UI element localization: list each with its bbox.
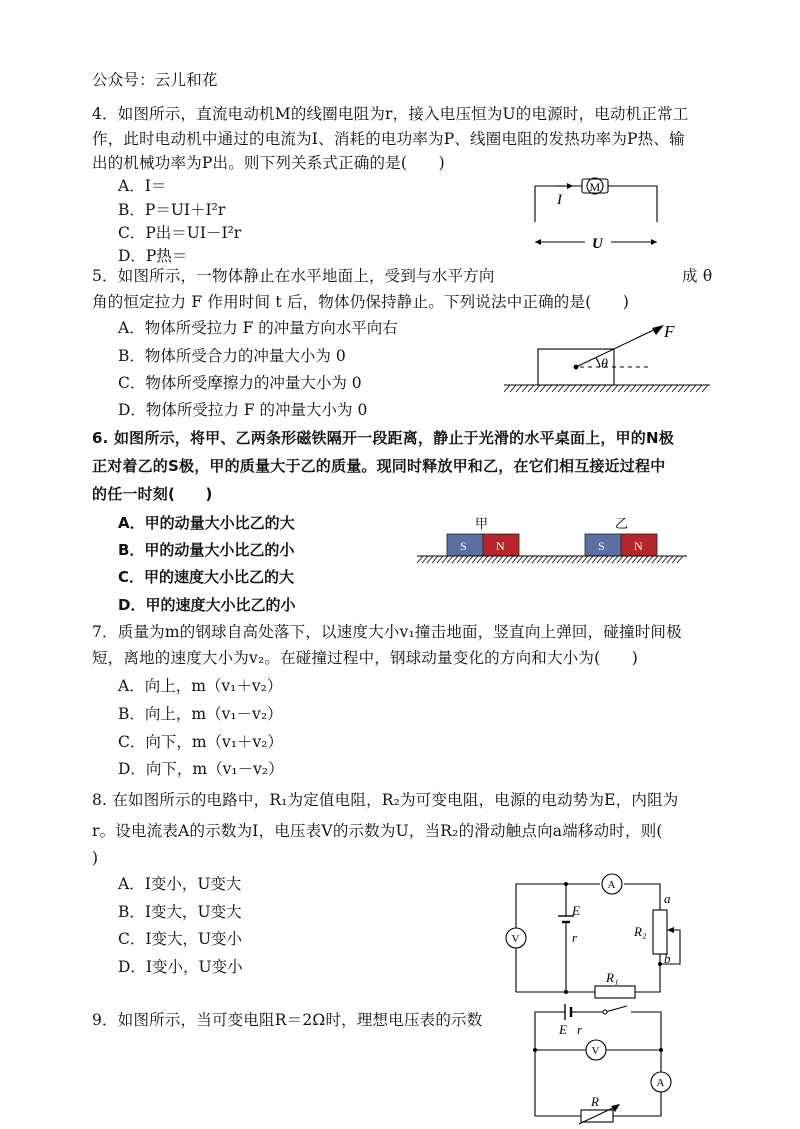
q5-angle-label: θ: [601, 357, 608, 372]
magnet-b: [585, 534, 657, 556]
hatch-mark: [477, 556, 483, 563]
hatch-mark: [652, 556, 658, 563]
hatch-mark: [667, 556, 673, 563]
q8-end-b-label: b: [664, 951, 671, 966]
q8-ammeter-label: A: [607, 879, 616, 891]
hatch-mark: [510, 385, 516, 392]
hatch-mark: [437, 556, 443, 563]
hatch-mark: [588, 385, 594, 392]
q6-line3: 的任一时刻( ): [92, 485, 213, 503]
hatch-mark: [577, 556, 583, 563]
q4-option-b[interactable]: B．P＝UI＋I²r: [118, 201, 226, 219]
hatch-mark: [672, 385, 678, 392]
hatch-mark: [657, 556, 663, 563]
hatch-mark: [666, 385, 672, 392]
q8-end-a-label: a: [664, 891, 671, 906]
hatch-mark: [504, 385, 510, 392]
hatch-mark: [527, 556, 533, 563]
hatch-mark: [532, 556, 538, 563]
q6-option-d[interactable]: D．甲的速度大小比乙的小: [118, 596, 296, 614]
q8-voltmeter-label: V: [511, 933, 520, 945]
q9-ammeter-label: A: [656, 1077, 665, 1089]
q4-circuit-wire-right: [608, 186, 657, 222]
q8-option-d[interactable]: D．I变小，U变小: [118, 958, 243, 976]
q5-line2: 角的恒定拉力 F 作用时间 t 后，物体仍保持静止。下列说法中正确的是( ): [92, 293, 630, 311]
hatch-mark: [427, 556, 433, 563]
hatch-mark: [528, 385, 534, 392]
hatch-mark: [606, 385, 612, 392]
q8-line2: r。设电流表A的示数为I，电压表V的示数为U，当R₂的滑动触点向a端移动时，则(: [92, 822, 663, 840]
hatch-mark: [632, 556, 638, 563]
q8-emf-label: E: [572, 903, 580, 918]
q4-voltage-arrow-right: [651, 239, 657, 245]
q9-resistor-label: R: [591, 1094, 599, 1109]
q8-option-a[interactable]: A．I变小，U变大: [118, 875, 242, 893]
hatch-mark: [630, 385, 636, 392]
q8-wire-outer: [516, 884, 600, 928]
q4-line3: 出的机械功率为P出。则下列关系式正确的是( ): [92, 154, 445, 172]
hatch-mark: [678, 385, 684, 392]
hatch-mark: [442, 556, 448, 563]
hatch-mark: [552, 385, 558, 392]
q4-line1: 4．如图所示，直流电动机M的线圈电阻为r，接入电压恒为U的电源时，电动机正常工: [92, 105, 689, 123]
q6-option-c[interactable]: C．甲的速度大小比乙的大: [118, 568, 295, 586]
hatch-mark: [482, 556, 488, 563]
hatch-mark: [547, 556, 553, 563]
q8-option-c[interactable]: C．I变大，U变小: [118, 930, 243, 948]
q6-magnets-figure: [415, 512, 690, 574]
q5-angle-arc: [596, 358, 600, 367]
hatch-mark: [542, 556, 548, 563]
hatch-mark: [660, 385, 666, 392]
hatch-mark: [637, 556, 643, 563]
hatch-mark: [592, 556, 598, 563]
hatch-mark: [564, 385, 570, 392]
q4-option-d[interactable]: D．P热＝: [118, 247, 188, 265]
q7-option-d[interactable]: D．向下，m（v₁－v₂）: [118, 760, 284, 778]
hatch-mark: [562, 556, 568, 563]
hatch-mark: [497, 556, 503, 563]
hatch-mark: [447, 556, 453, 563]
hatch-mark: [576, 385, 582, 392]
hatch-mark: [654, 385, 660, 392]
q5-line1-left: 5．如图所示，一物体静止在水平地面上，受到与水平方向: [92, 267, 495, 285]
hatch-mark: [642, 385, 648, 392]
q8-r1-label: R₁: [606, 970, 619, 985]
q8-internal-label: r: [572, 930, 578, 945]
hatch-mark: [422, 556, 428, 563]
hatch-mark: [672, 556, 678, 563]
q8-circuit-figure: [500, 870, 690, 1000]
hatch-mark: [612, 556, 618, 563]
q9-voltmeter-label: V: [591, 1045, 600, 1057]
q8-resistor-r2: [653, 910, 667, 954]
q6-option-b[interactable]: B．甲的动量大小比乙的小: [118, 541, 295, 559]
q8-r2-label: R₂: [634, 924, 647, 939]
q7-line2: 短，离地的速度大小为v₂。在碰撞过程中，钢球动量变化的方向和大小为( ): [92, 649, 638, 667]
hatch-mark: [457, 556, 463, 563]
hatch-mark: [597, 556, 603, 563]
q5-option-a[interactable]: A．物体所受拉力 F 的冲量方向水平向右: [118, 319, 398, 337]
hatch-mark: [618, 385, 624, 392]
hatch-mark: [540, 385, 546, 392]
q5-block-force-figure: [500, 315, 715, 397]
hatch-mark: [507, 556, 513, 563]
hatch-mark: [516, 385, 522, 392]
hatch-mark: [522, 556, 528, 563]
svg-text:N: N: [496, 539, 505, 553]
hatch-mark: [417, 556, 423, 563]
q6-line1: 6. 如图所示，将甲、乙两条形磁铁隔开一段距离，静止于光滑的水平桌面上，甲的N极: [92, 429, 674, 447]
svg-text:N: N: [634, 539, 643, 553]
hatch-mark: [702, 385, 708, 392]
q7-option-b[interactable]: B．向上，m（v₁－v₂）: [118, 705, 283, 723]
hatch-mark: [534, 385, 540, 392]
hatch-mark: [522, 385, 528, 392]
q8-line1: 8. 在如图所示的电路中，R₁为定值电阻，R₂为可变电阻，电源的电动势为E，内阻为: [92, 791, 679, 809]
q4-line2: 作，此时电动机中通过的电流为I、消耗的电功率为P、线圈电阻的发热功率为P热、输: [92, 130, 685, 148]
q6-option-a[interactable]: A．甲的动量大小比乙的大: [118, 514, 295, 532]
q4-current-label: I: [557, 192, 562, 208]
hatch-mark: [462, 556, 468, 563]
q9-switch-blade: [605, 1006, 627, 1012]
hatch-mark: [546, 385, 552, 392]
hatch-mark: [557, 556, 563, 563]
q5-ground-hatch: [504, 385, 708, 392]
hatch-mark: [487, 556, 493, 563]
magnet-a: [447, 534, 519, 556]
q5-option-d[interactable]: D．物体所受拉力 F 的冲量大小为 0: [118, 401, 368, 419]
hatch-mark: [472, 556, 478, 563]
hatch-mark: [642, 556, 648, 563]
hatch-mark: [594, 385, 600, 392]
hatch-mark: [684, 385, 690, 392]
q4-option-a[interactable]: A．I＝: [118, 177, 167, 195]
hatch-mark: [567, 556, 573, 563]
hatch-mark: [537, 556, 543, 563]
q6-magnet-a-label: 甲: [475, 516, 489, 531]
q9-internal-label: r: [577, 1022, 583, 1037]
hatch-mark: [648, 385, 654, 392]
hatch-mark: [452, 556, 458, 563]
hatch-mark: [467, 556, 473, 563]
q4-voltage-arrow-left: [535, 239, 541, 245]
q6-line2: 正对着乙的S极，甲的质量大于乙的质量。现同时释放甲和乙，在它们相互接近过程中: [92, 457, 666, 475]
hatch-mark: [627, 556, 633, 563]
hatch-mark: [607, 556, 613, 563]
hatch-mark: [677, 556, 683, 563]
q8-resistor-r1: [595, 986, 635, 998]
q5-force-arrowhead: [652, 325, 664, 335]
hatch-mark: [572, 556, 578, 563]
hatch-mark: [662, 556, 668, 563]
q7-option-a[interactable]: A．向上，m（v₁＋v₂）: [118, 677, 283, 695]
q9-circuit-figure: [525, 998, 680, 1126]
q5-force-point: [574, 365, 579, 370]
hatch-mark: [617, 556, 623, 563]
hatch-mark: [587, 556, 593, 563]
q5-line1-right: 成 θ: [682, 267, 713, 285]
hatch-mark: [647, 556, 653, 563]
hatch-mark: [558, 385, 564, 392]
hatch-mark: [636, 385, 642, 392]
q8-slider-arrowhead: [667, 927, 674, 933]
q5-option-c[interactable]: C．物体所受摩擦力的冲量大小为 0: [118, 374, 362, 392]
q8-line3: ): [92, 849, 99, 867]
source-header: 公众号：云儿和花: [92, 71, 218, 89]
q5-force-line: [576, 327, 660, 367]
q5-force-label: F: [664, 322, 675, 341]
hatch-mark: [696, 385, 702, 392]
hatch-mark: [492, 556, 498, 563]
hatch-mark: [602, 556, 608, 563]
hatch-mark: [624, 385, 630, 392]
q7-option-c[interactable]: C．向下，m（v₁＋v₂）: [118, 733, 283, 751]
q4-current-arrowhead: [567, 183, 573, 189]
hatch-mark: [600, 385, 606, 392]
q5-option-b[interactable]: B．物体所受合力的冲量大小为 0: [118, 347, 346, 365]
svg-text:S: S: [460, 539, 467, 553]
hatch-mark: [612, 385, 618, 392]
q6-table-hatch: [417, 556, 683, 563]
q7-line1: 7．质量为m的钢球自高处落下，以速度大小v₁撞击地面，竖直向上弹回，碰撞时间极: [92, 623, 682, 641]
hatch-mark: [622, 556, 628, 563]
hatch-mark: [517, 556, 523, 563]
q4-option-c[interactable]: C．P出＝UI－I²r: [118, 224, 242, 242]
hatch-mark: [582, 385, 588, 392]
q4-voltage-label: U: [592, 236, 603, 252]
svg-text:S: S: [598, 539, 605, 553]
hatch-mark: [502, 556, 508, 563]
hatch-mark: [552, 556, 558, 563]
q6-magnet-b-label: 乙: [615, 516, 629, 531]
q9-line1: 9．如图所示，当可变电阻R＝2Ω时，理想电压表的示数: [92, 1011, 483, 1029]
hatch-mark: [582, 556, 588, 563]
hatch-mark: [512, 556, 518, 563]
hatch-mark: [432, 556, 438, 563]
q4-motor-label: M: [589, 180, 601, 194]
hatch-mark: [570, 385, 576, 392]
q9-emf-label: E: [559, 1022, 567, 1037]
hatch-mark: [690, 385, 696, 392]
q4-motor-circuit-figure: [525, 170, 665, 270]
q8-option-b[interactable]: B．I变大，U变大: [118, 903, 242, 921]
